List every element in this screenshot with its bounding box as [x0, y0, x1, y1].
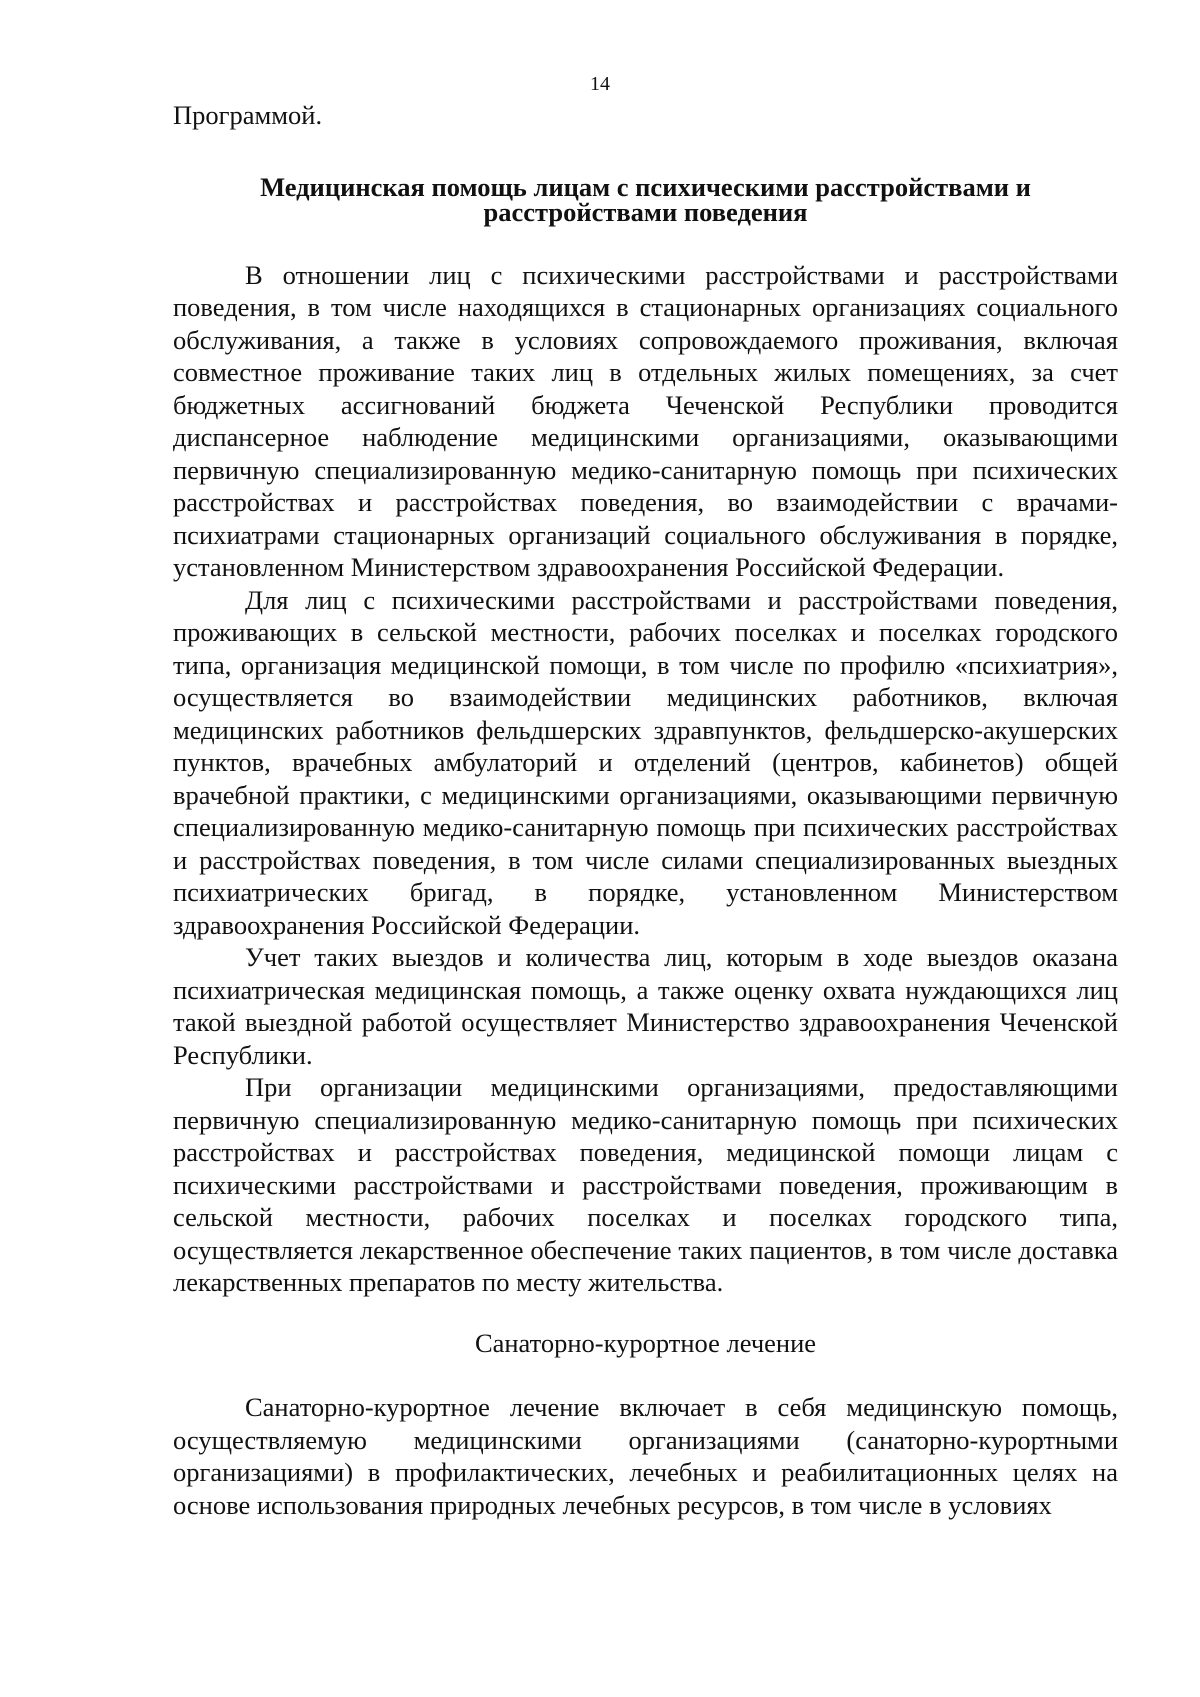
paragraph: Санаторно-курортное лечение включает в себя медицинскую помощь, осуществляемую медицинскими организациями (санаторно-курортными организациями) в профилактических, лечебных и реабилитационных целях на основе использования природных лечебных ресурсов, в том числе в условиях	[173, 1392, 1118, 1520]
section-heading-mental-health: Медицинская помощь лицам с психическими расстройствами и расстройствами поведения	[260, 171, 1031, 227]
document-body	[173, 99, 1118, 1521]
page-number: 14	[590, 73, 610, 95]
paragraph: В отношении лиц с психическими расстройствами и расстройствами поведения, в том числе находящихся в стационарных организациях социального обслуживания, а также в условиях сопровождаемого проживания, включая совместное проживание таких лиц в отдельных жилых помещениях, за счет бюджетных ассигнований бюджета Чеченской Республики проводится диспансерное наблюдение медицинскими организациями, оказывающими первичную специализированную медико-санитарную помощь при психических расстройствах и расстройствах поведения, во взаимодействии с врачами-психиатрами стационарных организаций социального обслуживания в порядке, установленном Министерством здравоохранения Российской Федерации.	[173, 259, 1118, 582]
paragraph: Для лиц с психическими расстройствами и расстройствами поведения, проживающих в сельской местности, рабочих поселках и поселках городского типа, организация медицинской помощи, в том числе по профилю «психиатрия», осуществляется во взаимодействии медицинских работников, включая медицинских работников фельдшерских здравпунктов, фельдшерско-акушерских пунктов, врачебных амбулаторий и отделений (центров, кабинетов) общей врачебной практики, с медицинскими организациями, оказывающими первичную специализированную медико-санитарную помощь при психических расстройствах и расстройствах поведения, в том числе силами специализированных выездных психиатрических бригад, в порядке, установленном Министерством здравоохранения Российской Федерации.	[173, 584, 1118, 940]
paragraph: Учет таких выездов и количества лиц, которым в ходе выездов оказана психиатрическая медицинская помощь, а также оценку охвата нуждающихся лиц такой выездной работой осуществляет Министерство здравоохранения Чеченской Республики.	[173, 942, 1118, 1070]
lead-text: Программой.	[173, 100, 323, 130]
section-heading-sanatorium: Санаторно-курортное лечение	[474, 1327, 817, 1358]
paragraph: При организации медицинскими организациями, предоставляющими первичную специализированную медико-санитарную помощь при психических расстройствах и расстройствах поведения, медицинской помощи лицам с психическими расстройствами и расстройствами поведения, проживающим в сельской местности, рабочих поселках и поселках городского типа, осуществляется лекарственное обеспечение таких пациентов, в том числе доставка лекарственных препаратов по месту жительства.	[173, 1072, 1118, 1297]
